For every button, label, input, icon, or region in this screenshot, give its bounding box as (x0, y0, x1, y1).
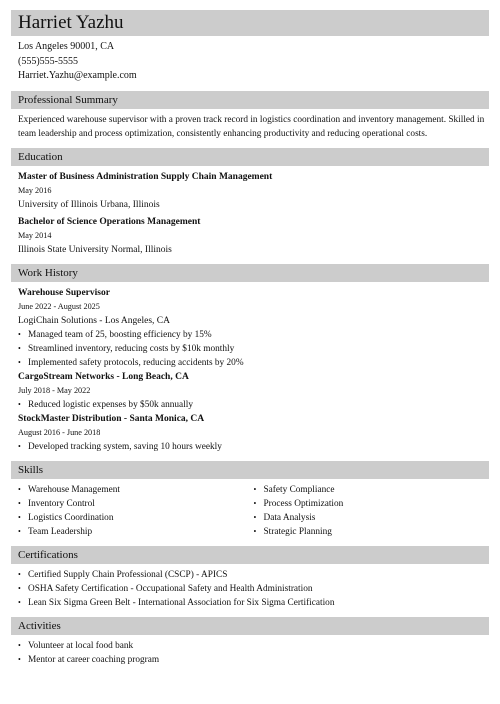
job-title: StockMaster Distribution - Santa Monica, CA (18, 413, 205, 424)
degree-date: May 2016 (18, 185, 52, 195)
location: Los Angeles 90001, CA (18, 41, 115, 52)
school-name: University of Illinois Urbana, Illinois (18, 199, 160, 210)
list-item: • Certified Supply Chain Professional (CSCP) - APICS (18, 569, 228, 580)
school-name: Illinois State University Normal, Illinois (18, 244, 172, 255)
bullet-icon: • (253, 498, 257, 508)
degree-title: Master of Business Administration Supply Chain Management (18, 171, 273, 182)
candidate-name: Harriet Yazhu (11, 10, 489, 36)
list-item: • Team Leadership (18, 526, 93, 537)
education-section (11, 170, 489, 257)
list-item: • Developed tracking system, saving 10 hours weekly (18, 441, 222, 452)
education-heading: Education (11, 148, 489, 166)
list-item: • Strategic Planning (253, 526, 332, 537)
bullet-icon: • (18, 569, 21, 579)
skills-heading: Skills (11, 461, 489, 479)
degree-title: Bachelor of Science Operations Management (18, 216, 201, 227)
bullet-icon: • (18, 654, 21, 664)
job-date: August 2016 - June 2018 (18, 427, 101, 437)
bullet-icon: • (253, 484, 257, 494)
degree-date: May 2014 (18, 230, 52, 240)
activities-section (11, 639, 489, 667)
job-title: CargoStream Networks - Long Beach, CA (18, 371, 189, 382)
job-bullets (18, 328, 489, 370)
list-item: • Lean Six Sigma Green Belt - International Association for Six Sigma Certification (18, 597, 335, 608)
bullet-icon: • (18, 357, 21, 367)
bullet-icon: • (18, 640, 21, 650)
bullet-icon: • (18, 343, 21, 353)
bullet-icon: • (253, 526, 257, 536)
certifications-heading: Certifications (11, 546, 489, 564)
list-item: • Implemented safety protocols, reducing accidents by 20% (18, 357, 244, 368)
list-item: • Logistics Coordination (18, 512, 114, 523)
list-item: • Reduced logistic expenses by $50k annually (18, 399, 193, 410)
job-bullets (18, 398, 489, 412)
list-item: • Managed team of 25, boosting efficiency by 15% (18, 329, 212, 340)
certifications-section (11, 568, 489, 610)
bullet-icon: • (18, 441, 21, 451)
job-date: July 2018 - May 2022 (18, 385, 91, 395)
list-item: • Volunteer at local food bank (18, 640, 134, 651)
bullet-icon: • (18, 498, 21, 508)
list-item: • Mentor at career coaching program (18, 654, 160, 665)
bullet-icon: • (18, 329, 21, 339)
list-item: • Streamlined inventory, reducing costs by $10k monthly (18, 343, 235, 354)
bullet-icon: • (18, 526, 21, 536)
list-item: • Data Analysis (253, 512, 316, 523)
bullet-icon: • (253, 512, 257, 522)
job-company: LogiChain Solutions - Los Angeles, CA (18, 315, 170, 326)
work-history-heading: Work History (11, 264, 489, 282)
list-item: • Process Optimization (253, 498, 344, 509)
phone: (555)555-5555 (18, 55, 78, 67)
bullet-icon: • (18, 399, 21, 409)
skills-right-column (254, 483, 490, 539)
list-item: • Inventory Control (18, 498, 95, 509)
summary-text: Experienced warehouse supervisor with a proven track record in logistics coordination and inventory management. Skilled in team leadership and process optimization, consistently enhancing productivity and reducing operational costs. (18, 114, 485, 139)
work-history-section (11, 286, 489, 454)
job-date: June 2022 - August 2025 (18, 301, 100, 311)
bullet-icon: • (18, 484, 21, 494)
job-bullets (18, 440, 489, 454)
email: Harriet.Yazhu@example.com (18, 70, 137, 81)
list-item: • OSHA Safety Certification - Occupational Safety and Health Administration (18, 583, 313, 594)
skills-left-column (18, 483, 254, 539)
contact-info (11, 40, 489, 84)
skills-section (11, 483, 489, 539)
summary-heading: Professional Summary (11, 91, 489, 109)
activities-heading: Activities (11, 617, 489, 635)
list-item: • Warehouse Management (18, 484, 120, 495)
bullet-icon: • (18, 583, 21, 593)
job-title: Warehouse Supervisor (18, 287, 110, 298)
bullet-icon: • (18, 512, 21, 522)
list-item: • Safety Compliance (253, 484, 335, 495)
bullet-icon: • (18, 597, 21, 607)
